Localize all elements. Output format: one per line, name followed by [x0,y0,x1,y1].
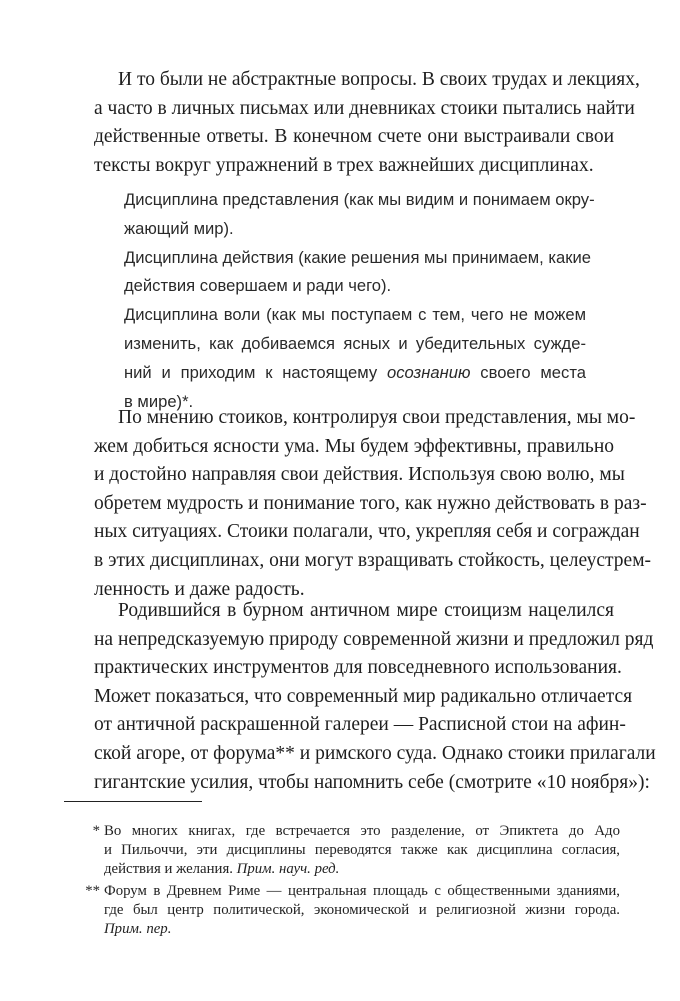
text-line: ных ситуациях. Стоики полагали, что, укрепляя себя и сограждан [94,521,640,543]
discipline-will-line [124,359,586,388]
text-line: ленность и даже радость. [94,578,305,600]
discipline-perception-line: жающий мир). [124,218,234,238]
footnote-body [104,822,620,880]
text-line: а часто в личных письмах или дневниках стоики пытались найти [94,97,635,119]
discipline-will-line: в мире)*. [124,391,194,411]
footnote-marker: ** [85,883,100,899]
footnote-text: действия и желания. [104,861,233,878]
text-line: Родившийся в бурном античном мире стоицизм нацелился [118,600,614,621]
italic-awareness: осознанию [386,362,471,382]
discipline-action-line: Дисциплина действия (какие решения мы принимаем, какие [124,247,592,267]
paragraph-questions [94,66,640,180]
text-line: в этих дисциплинах, они могут взращивать стойкость, целеустрем- [94,549,652,571]
text-line: действенные ответы. В конечном счете они выстраивали свои [94,126,614,148]
editor-note: Прим. науч. ред. [236,861,340,878]
discipline-will-line: изменить, как добиваемся ясных и убедительных сужде- [124,333,586,353]
text-line: ской агоре, от форума** и римского суда. Однако стоики прилагали [94,742,656,764]
text-line: гигантские усилия, чтобы напомнить себе (смотрите «10 ноября»): [94,771,650,793]
discipline-will-line: Дисциплина воли (как мы поступаем с тем, чего не можем [124,305,586,325]
footnote-line [104,860,620,879]
footnote-body [104,882,620,940]
footnote-line: Во многих книгах, где встречается это разделение, от Эпиктета до Адо [104,823,620,839]
text-line: обретем мудрость и понимание того, как нужно действовать в раз- [94,492,647,514]
footnote-2 [64,882,620,940]
text-line: Может показаться, что современный мир радикально отличается [94,685,633,707]
footnote-1 [64,822,620,880]
discipline-will-tail: своего места [480,362,586,382]
paragraph-stoicism-origin [94,597,656,797]
text-line: практических инструментов для повседневного использования. [94,657,622,679]
text-line: жем добиться ясности ума. Мы будем эффективны, правильно [94,435,614,457]
footnote-line [104,920,620,939]
text-line: от античной раскрашенной галереи — Расписной стои на афин- [94,714,626,736]
text-line: и достойно направляя свои действия. Используя свою волю, мы [94,464,625,486]
discipline-action-line: действия совершаем и ради чего). [124,276,392,296]
footnote-line: где был центр политической, экономической и религиозной жизни города. [104,902,620,919]
text-line: тексты вокруг упражнений в трех важнейших дисциплинах. [94,154,594,176]
disciplines-list [124,186,595,416]
text-line: И то были не абстрактные вопросы. В своих трудах и лекциях, [118,69,640,90]
translator-note: Прим. пер. [104,921,172,938]
discipline-will-text: ний и приходим к настоящему [124,362,378,382]
discipline-perception-line: Дисциплина представления (как мы видим и понимаем окру- [124,190,595,209]
text-line: на непредсказуемую природу современной жизни и предложил ряд [94,628,654,650]
footnote-marker: * [92,823,100,839]
text-line: По мнению стоиков, контролируя свои представления, мы мо- [118,407,636,428]
footnote-line: Форум в Древнем Риме — центральная площадь с общественными зданиями, [104,883,620,899]
footnote-divider [64,801,202,802]
paragraph-stoic-views [94,404,652,604]
footnote-line: и Пильоччи, эти дисциплины переводятся также как дисциплина согласия, [104,842,620,859]
